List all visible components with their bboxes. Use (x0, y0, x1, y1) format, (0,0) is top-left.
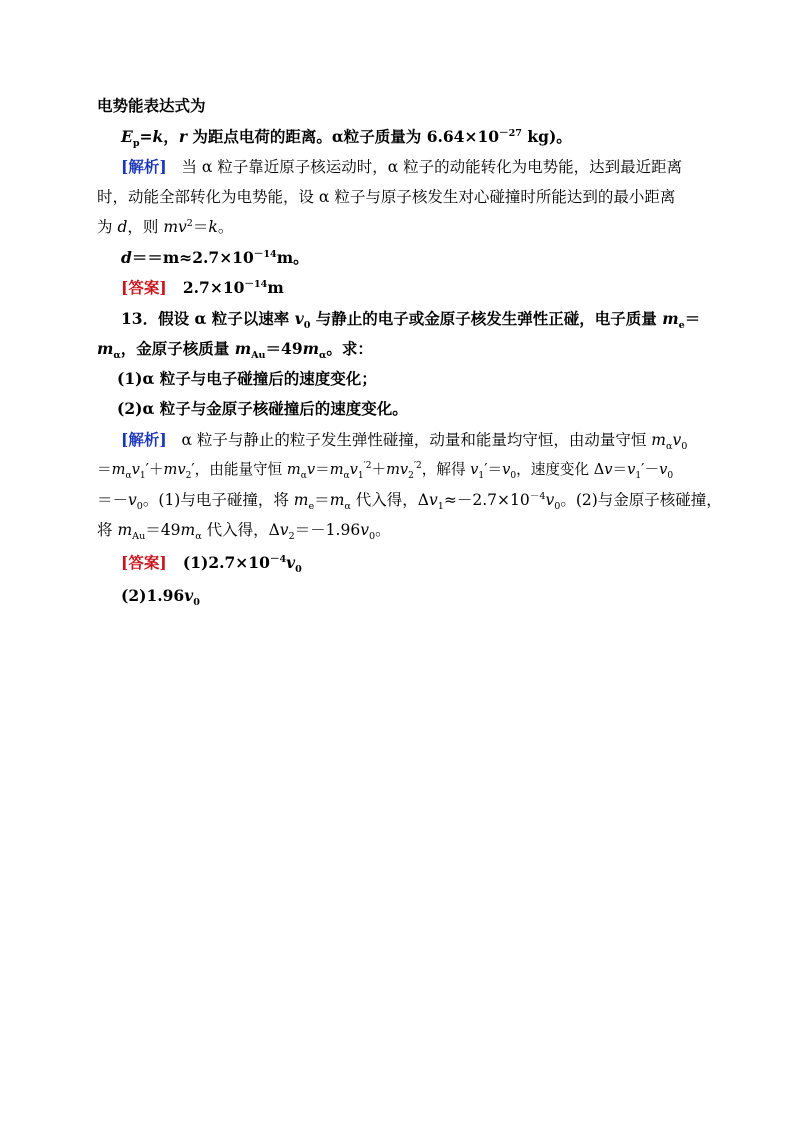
var-v: v (131, 461, 140, 478)
var-m: m (286, 461, 301, 478)
var-E: E (121, 127, 133, 146)
exp: ′2 (363, 461, 372, 472)
var-m: m (117, 521, 133, 539)
t: ＝ (315, 461, 330, 478)
t: 。求： (326, 339, 373, 358)
sub: 0 (136, 501, 143, 513)
var-v: v (306, 461, 316, 478)
t: α 粒子与静止的粒子发生弹性碰撞，动量和能量均守恒，由动量守恒 (181, 431, 652, 449)
var-mv: mv (163, 218, 187, 236)
t: 与静止的电子或金原子核发生弹性正碰，电子质量 (310, 309, 663, 328)
t: (1)α 粒子与电子碰撞后的速度变化； (117, 369, 377, 388)
var-mv: mv (163, 461, 186, 478)
t: ＝49 (145, 521, 181, 539)
sub: 0 (193, 597, 200, 609)
t: ＝49 (265, 339, 303, 358)
sub: 0 (681, 441, 688, 453)
t: ＝ (192, 218, 209, 236)
var-d: d (121, 248, 132, 267)
sub: α (319, 350, 327, 362)
var-m: m (662, 309, 679, 328)
t: 为 (97, 218, 118, 236)
exp: 2 (186, 217, 193, 229)
t: ＋ (371, 461, 387, 478)
comma: ， (163, 127, 179, 146)
solution-tag: [解析] (121, 157, 167, 176)
sub: 0 (295, 564, 302, 576)
sub: α (300, 470, 307, 481)
t: m。 (276, 248, 309, 267)
var-m: m (234, 339, 252, 358)
var-d: d (117, 218, 128, 236)
heading-line (97, 96, 740, 116)
exp: －4 (529, 490, 546, 502)
exp: －27 (499, 127, 522, 139)
heading-text: 电势能表达式为 (97, 96, 206, 115)
var-v: v (349, 461, 358, 478)
t: ＝－1.96 (294, 521, 361, 539)
var-v: v (286, 553, 296, 572)
var-v: v (604, 461, 613, 478)
t: ＝ (314, 491, 330, 509)
sub: α (125, 470, 132, 481)
sub: e (678, 320, 685, 332)
answer2-line2 (121, 586, 740, 609)
var-v: v (470, 461, 479, 478)
t: 。(2)与金原子核碰撞， (560, 491, 722, 509)
sub: 0 (510, 470, 517, 481)
var-mv: mv (386, 461, 409, 478)
question13-line1 (121, 309, 740, 332)
question13-line2 (97, 339, 740, 362)
t: ＝ (612, 461, 628, 478)
t: 。 (375, 521, 391, 539)
sub: 2 (408, 470, 414, 481)
solution-tag: [解析] (121, 430, 167, 449)
var-v: v (627, 461, 636, 478)
t: ′－ (641, 461, 660, 478)
solution2-line3 (97, 490, 740, 513)
solution-text: 时，动能全部转化为电势能，设 α 粒子与原子核发生对心碰撞时所能达到的最小距离 (97, 188, 676, 206)
sub: Au (251, 350, 266, 362)
var-m: m (180, 521, 196, 539)
t: ≈－2.7×10 (443, 491, 530, 509)
t: 。(1)与电子碰撞，将 (142, 491, 294, 509)
t: (2)α 粒子与金原子核碰撞后的速度变化。 (117, 399, 408, 418)
t: ＝ (684, 309, 701, 328)
t: ′＝ (484, 461, 503, 478)
var-k: k (208, 218, 218, 236)
t: ，解得 (421, 461, 471, 478)
var-k: k (152, 127, 164, 146)
sub: α (195, 531, 202, 543)
equals: = (139, 127, 153, 146)
t: 2.7×10 (182, 278, 245, 297)
sub: α (665, 441, 673, 453)
t: 。 (217, 218, 234, 236)
exp: ′2 (413, 461, 422, 472)
t: ′＋ (145, 461, 164, 478)
formula-text: 为距点电荷的距离。α粒子质量为 6.64×10 (186, 127, 500, 146)
solution2-line1 (121, 430, 740, 453)
solution1-line2 (97, 187, 740, 207)
var-r: r (178, 127, 187, 146)
var-v: v (184, 586, 194, 605)
var-v: v (659, 461, 668, 478)
var-m: m (293, 491, 309, 509)
sub: 0 (667, 470, 674, 481)
solution1-line4 (121, 248, 740, 268)
unit: kg)。 (521, 127, 572, 146)
solution2-line2 (97, 460, 740, 480)
t: ＝ (97, 461, 112, 478)
t: 代入得，Δ (201, 521, 280, 539)
t: ＝－ (97, 491, 129, 509)
answer2-line1 (121, 553, 740, 576)
var-v: v (545, 491, 555, 509)
solution1-line1 (121, 157, 740, 177)
var-m: m (329, 491, 345, 509)
sub: α (343, 470, 350, 481)
sub: Au (132, 531, 146, 543)
sub: 1 (357, 470, 364, 481)
sub: α (344, 501, 351, 513)
sub: 0 (303, 320, 311, 332)
t: (2)1.96 (121, 586, 185, 605)
t: ，则 (127, 218, 164, 236)
var-v: v (279, 521, 289, 539)
question13-part2 (117, 399, 740, 419)
sub: e (308, 501, 315, 513)
sub-p: p (132, 138, 140, 150)
t: ＝＝m≈2.7×10 (131, 248, 254, 267)
sub: 0 (368, 531, 376, 543)
var-m: m (651, 431, 666, 449)
sub: 2 (288, 531, 295, 543)
solution-text: 当 α 粒子靠近原子核运动时，α 粒子的动能转化为电势能，达到最近距离 (181, 158, 683, 176)
solution2-line4 (97, 520, 740, 543)
exp: －4 (269, 553, 287, 565)
sub: 0 (554, 501, 561, 513)
sub: α (113, 350, 121, 362)
exp: －14 (253, 248, 277, 260)
t: 代入得，Δ (350, 491, 429, 509)
answer1-line (121, 278, 740, 298)
var-v: v (672, 431, 682, 449)
var-v: v (360, 521, 369, 539)
var-m: m (329, 461, 344, 478)
var-v: v (128, 491, 137, 509)
exp: －14 (244, 278, 268, 290)
t: ′，由能量守恒 (191, 461, 287, 478)
var-m: m (302, 339, 320, 358)
question13-part1 (117, 369, 740, 389)
sub: 1 (437, 501, 444, 513)
sub: 1 (635, 470, 642, 481)
sub: 1 (478, 470, 485, 481)
var-v: v (429, 491, 438, 509)
var-m: m (97, 339, 114, 358)
sub: 2 (185, 470, 192, 481)
t: ，金原子核质量 (120, 339, 235, 358)
answer-tag: [答案] (121, 278, 167, 297)
var-v: v (294, 309, 304, 328)
t: 将 (97, 521, 118, 539)
sub: 1 (139, 470, 146, 481)
t: (1)2.7×10 (182, 553, 270, 572)
answer-tag: [答案] (121, 553, 167, 572)
t: m (267, 278, 284, 297)
solution1-line3 (97, 217, 740, 237)
t: ，速度变化 Δ (516, 461, 605, 478)
formula-line (121, 127, 740, 150)
var-v: v (502, 461, 511, 478)
t: 13．假设 α 粒子以速率 (121, 309, 295, 328)
var-m: m (111, 461, 126, 478)
